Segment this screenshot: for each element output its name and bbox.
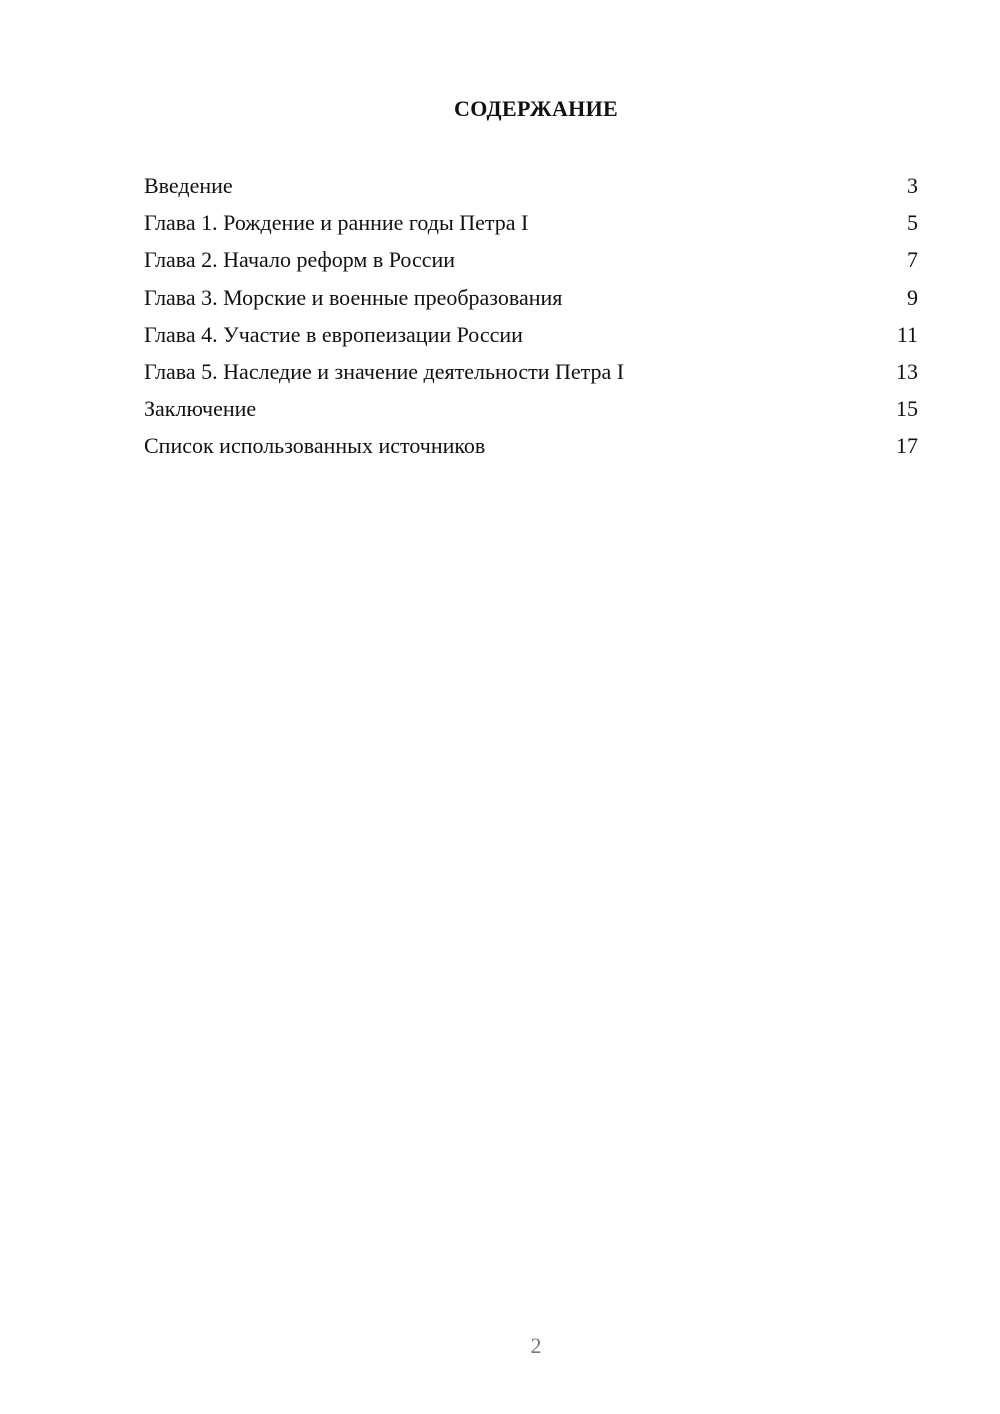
toc-entry-references (144, 427, 918, 464)
toc-entry-page-number: 9 (907, 284, 918, 310)
toc-entry-page-number: 15 (896, 396, 918, 422)
toc-entry-chapter-3 (144, 279, 918, 316)
toc-entry-chapter-1 (144, 204, 918, 241)
toc-entry-label: Глава 5. Наследие и значение деятельности Петра I (144, 358, 625, 384)
page-number: 2 (530, 1333, 542, 1358)
toc-entry-conclusion (144, 390, 918, 427)
toc-heading: СОДЕРЖАНИЕ (454, 96, 618, 121)
toc-entry-chapter-2 (144, 241, 918, 278)
toc-entry-label: Глава 2. Начало реформ в России (144, 247, 456, 273)
toc-entry-label: Список использованных источников (144, 433, 486, 459)
toc-entry-page-number: 7 (907, 247, 918, 273)
toc-entry-page-number: 5 (907, 210, 918, 236)
toc-entry-chapter-5 (144, 353, 918, 390)
toc-entry-label: Глава 4. Участие в европеизации России (144, 321, 523, 347)
toc-entry-page-number: 17 (896, 433, 918, 459)
toc-entry-introduction (144, 167, 918, 204)
toc-entry-label: Заключение (144, 396, 257, 422)
toc-entry-page-number: 11 (896, 321, 918, 347)
toc-entry-label: Введение (144, 173, 233, 198)
toc-entry-chapter-4 (144, 316, 918, 353)
toc-entry-page-number: 13 (896, 358, 918, 384)
table-of-contents (144, 167, 918, 465)
toc-entry-label: Глава 1. Рождение и ранние годы Петра I (144, 210, 529, 236)
toc-entry-page-number: 3 (907, 173, 918, 198)
toc-entry-label: Глава 3. Морские и военные преобразования (144, 284, 563, 310)
